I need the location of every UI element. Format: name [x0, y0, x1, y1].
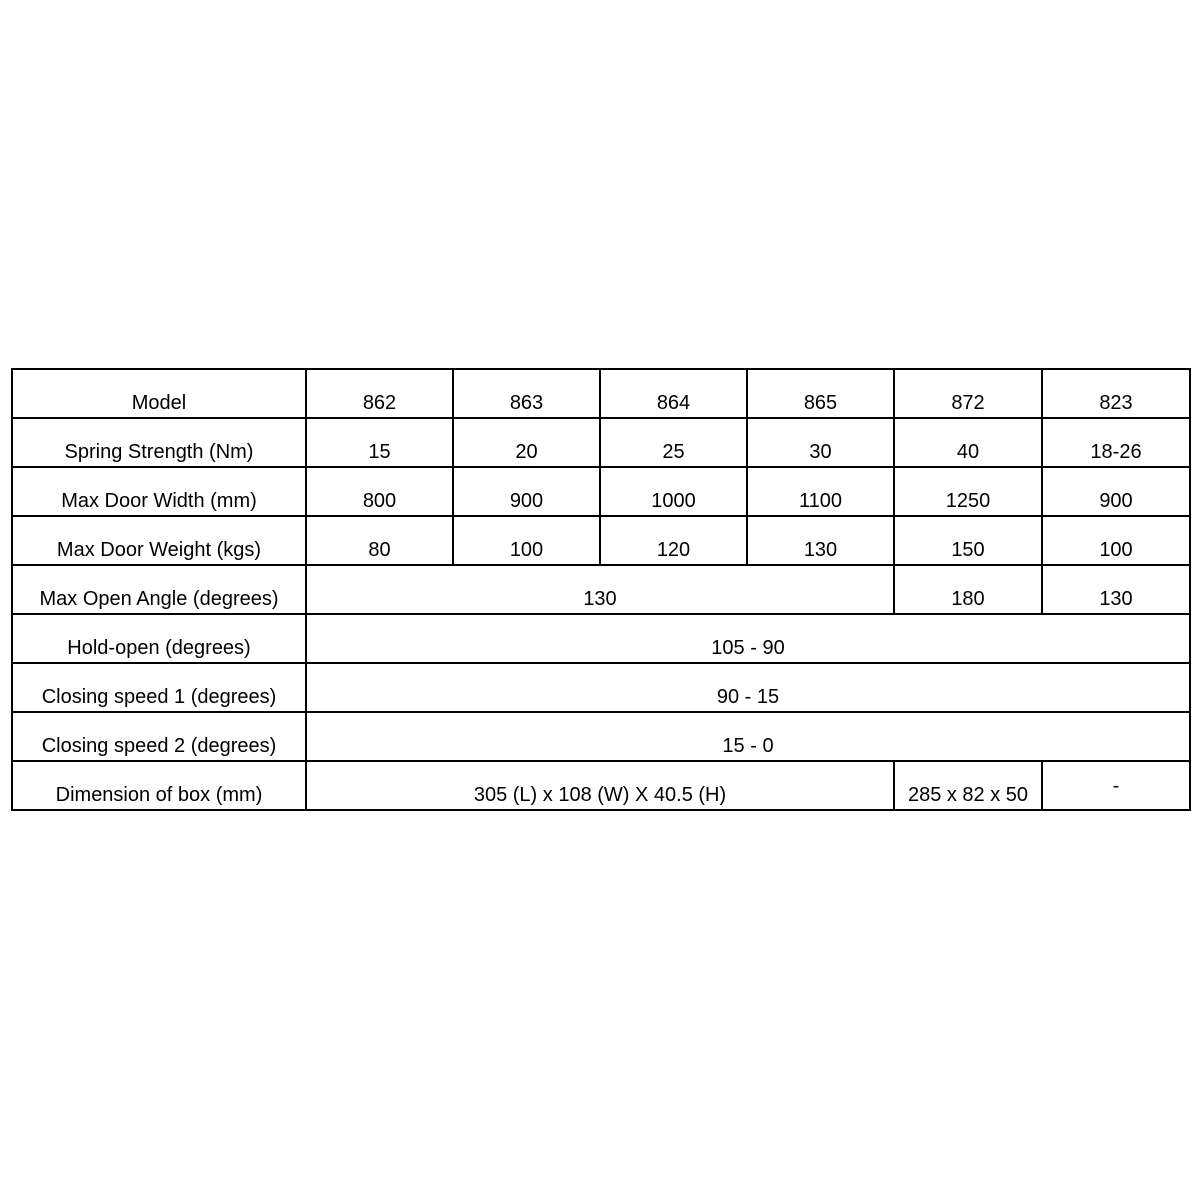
cell-model-823: 823 — [1042, 369, 1190, 418]
cell-width-865: 1100 — [747, 467, 894, 516]
row-label-hold-open: Hold-open (degrees) — [12, 614, 306, 663]
cell-spring-865: 30 — [747, 418, 894, 467]
table-row-closing-speed-2 — [12, 712, 1190, 761]
table-row-model — [12, 369, 1190, 418]
row-label-closing-speed-1: Closing speed 1 (degrees) — [12, 663, 306, 712]
cell-model-865: 865 — [747, 369, 894, 418]
cell-dimension-872: 285 x 82 x 50 — [894, 761, 1042, 810]
cell-dimension-862-865: 305 (L) x 108 (W) X 40.5 (H) — [306, 761, 894, 810]
cell-model-862: 862 — [306, 369, 453, 418]
cell-closing-speed-1-all: 90 - 15 — [306, 663, 1190, 712]
table-row-dimension-of-box — [12, 761, 1190, 810]
row-label-max-open-angle: Max Open Angle (degrees) — [12, 565, 306, 614]
table-row-max-open-angle — [12, 565, 1190, 614]
cell-hold-open-all: 105 - 90 — [306, 614, 1190, 663]
cell-angle-823: 130 — [1042, 565, 1190, 614]
cell-weight-865: 130 — [747, 516, 894, 565]
cell-dimension-823: - — [1042, 761, 1190, 810]
table-row-spring-strength — [12, 418, 1190, 467]
table-row-hold-open — [12, 614, 1190, 663]
row-label-model: Model — [12, 369, 306, 418]
row-label-spring-strength: Spring Strength (Nm) — [12, 418, 306, 467]
cell-angle-862-865: 130 — [306, 565, 894, 614]
cell-width-862: 800 — [306, 467, 453, 516]
row-label-dimension-of-box: Dimension of box (mm) — [12, 761, 306, 810]
spec-table — [11, 368, 1191, 811]
cell-angle-872: 180 — [894, 565, 1042, 614]
cell-width-863: 900 — [453, 467, 600, 516]
table-row-max-door-weight — [12, 516, 1190, 565]
cell-spring-823: 18-26 — [1042, 418, 1190, 467]
table-row-closing-speed-1 — [12, 663, 1190, 712]
cell-spring-862: 15 — [306, 418, 453, 467]
cell-weight-823: 100 — [1042, 516, 1190, 565]
row-label-max-door-width: Max Door Width (mm) — [12, 467, 306, 516]
cell-width-823: 900 — [1042, 467, 1190, 516]
cell-model-863: 863 — [453, 369, 600, 418]
cell-spring-863: 20 — [453, 418, 600, 467]
cell-spring-872: 40 — [894, 418, 1042, 467]
row-label-max-door-weight: Max Door Weight (kgs) — [12, 516, 306, 565]
cell-weight-872: 150 — [894, 516, 1042, 565]
cell-model-864: 864 — [600, 369, 747, 418]
cell-weight-862: 80 — [306, 516, 453, 565]
row-label-closing-speed-2: Closing speed 2 (degrees) — [12, 712, 306, 761]
cell-spring-864: 25 — [600, 418, 747, 467]
cell-model-872: 872 — [894, 369, 1042, 418]
cell-width-864: 1000 — [600, 467, 747, 516]
cell-closing-speed-2-all: 15 - 0 — [306, 712, 1190, 761]
cell-weight-864: 120 — [600, 516, 747, 565]
cell-width-872: 1250 — [894, 467, 1042, 516]
table-row-max-door-width — [12, 467, 1190, 516]
cell-weight-863: 100 — [453, 516, 600, 565]
